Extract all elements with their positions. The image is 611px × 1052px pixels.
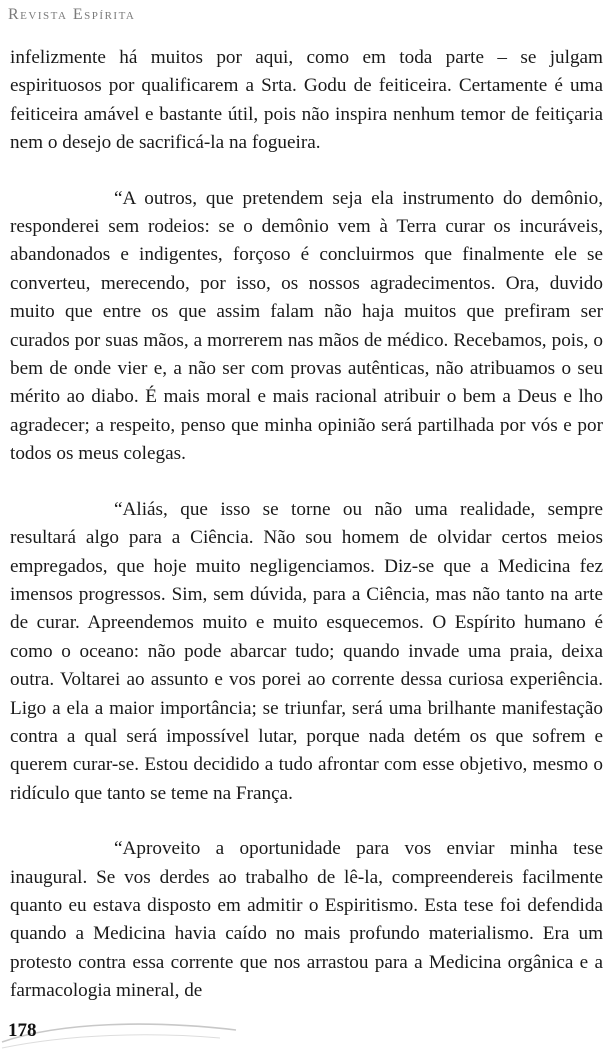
paragraph-2: “A outros, que pretendem seja ela instrumento do demônio, responderei sem rodeios: se o demônio vem à Terra curar os incuráveis, abandonados e indigentes, forçoso é concluirmos que finalmente ele se converteu, merecendo, por isso, os nossos agradecimentos. Ora, duvido muito que entre os que assim falam não haja muitos que prefiram ser curados por suas mãos, a morrerem nas mãos de médico. Recebamos, pois, o bem de onde vier e, a não ser com provas autênticas, não atribuamos o seu mérito ao diabo. É mais moral e mais racional atribuir o bem a Deus e lho agradecer; a respeito, penso que minha opinião será partilhada por vós e por todos os meus colegas. [10, 187, 603, 465]
paragraph-1: infelizmente há muitos por aqui, como em toda parte – se julgam espirituosos por qualificarem a Srta. Godu de feiticeira. Certamente é uma feiticeira amável e bastante útil, pois não inspira nenhum temor de feitiçaria nem o desejo de sacrificá-la na fogueira. [10, 47, 603, 154]
paragraph-3: “Aliás, que isso se torne ou não uma realidade, sempre resultará algo para a Ciência. Não sou homem de olvidar certos meios empregados, que hoje muito negligenciamos. Diz-se que a Medicina fez imensos progressos. Sim, sem dúvida, para a Ciência, mas não tanto na arte de curar. Apreendemos muito e muito esquecemos. O Espírito humano é como o oceano: não pode abarcar tudo; quando invade uma praia, deixa outra. Voltarei ao assunto e vos porei ao corrente dessa curiosa experiência. Ligo a ela a maior importância; se triunfar, será uma brilhante manifestação contra a qual será impossível lutar, porque nada detém os que sofrem e querem curar-se. Estou decidido a tudo afrontar com esse objetivo, mesmo o ridículo que tanto se teme na França. [10, 498, 603, 804]
page-body [10, 44, 603, 1006]
running-header: Revista Espírita [8, 6, 136, 23]
page-number: 178 [8, 1020, 37, 1041]
paragraph-4: “Aproveito a oportunidade para vos enviar minha tese inaugural. Se vos derdes ao trabalho de lê-la, compreendereis facilmente quanto eu estava disposto em admitir o Espiritismo. Esta tese foi defendida quando a Medicina havia caído no mais profundo materialismo. Era um protesto contra essa corrente que nos arrastou para a Medicina orgânica e a farmacologia mineral, de [10, 838, 603, 1002]
